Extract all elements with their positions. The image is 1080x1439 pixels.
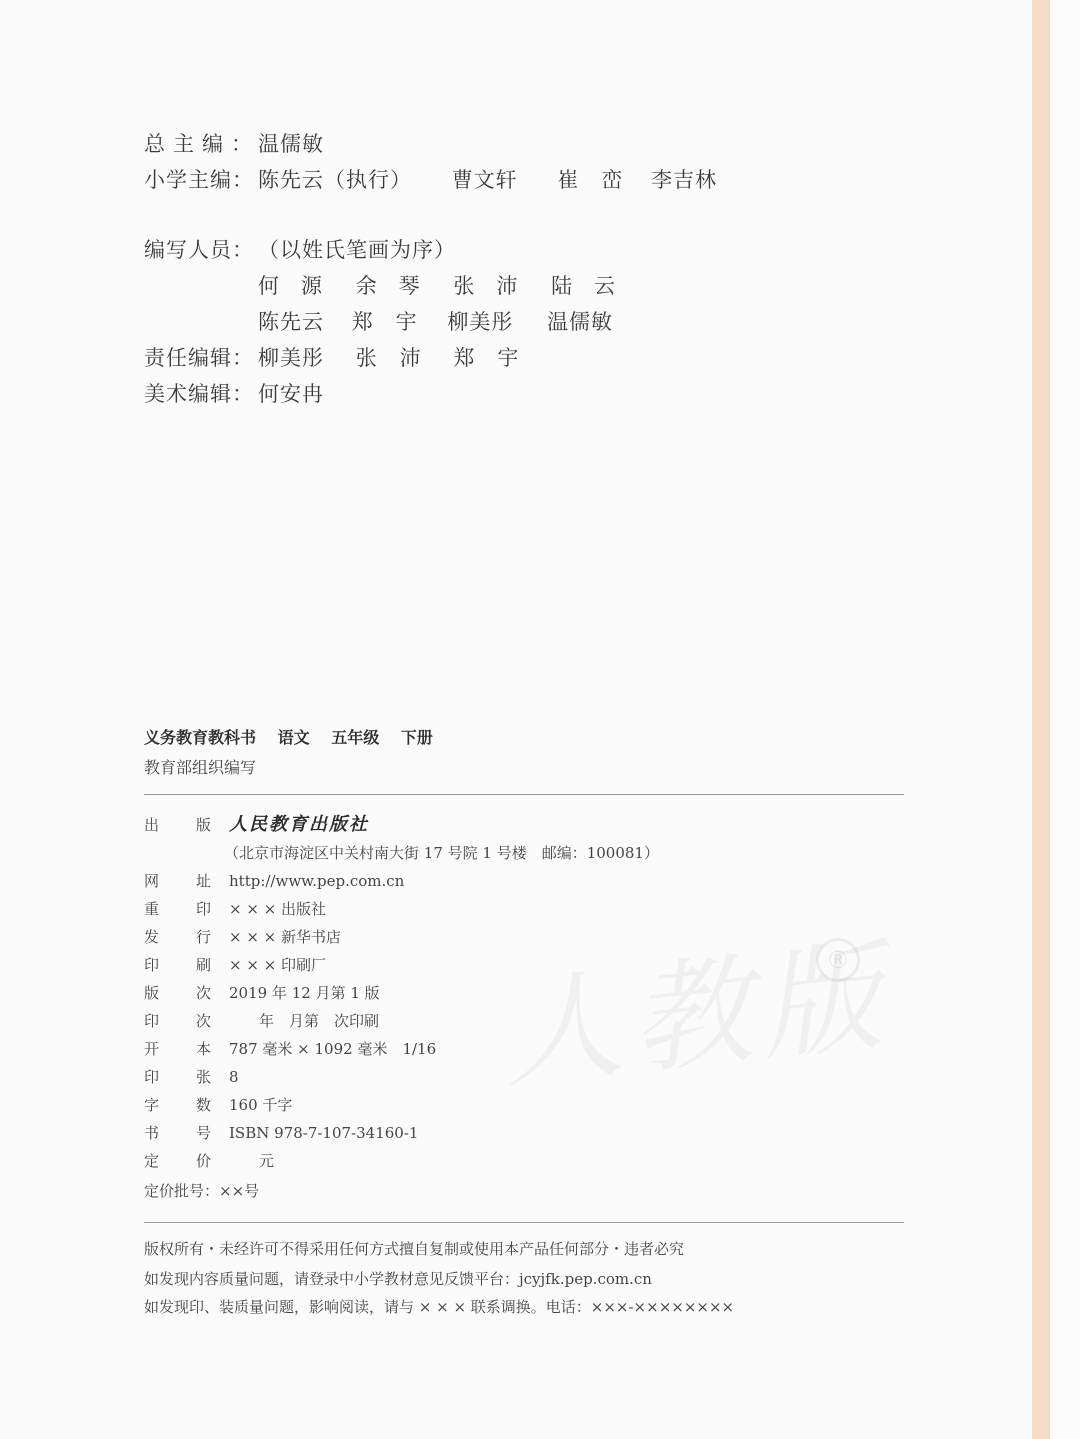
writers-note: （以姓氏笔画为序） (258, 238, 456, 262)
page-edge-margin (1050, 0, 1080, 1439)
meta-label-char: 定 (144, 1152, 160, 1170)
writer-name: 陈先云 (258, 310, 324, 334)
book-series: 义务教育教科书 (144, 728, 257, 747)
writer-name: 柳美彤 (447, 310, 514, 334)
meta-label-char: 字 (144, 1096, 160, 1114)
book-title (144, 726, 449, 750)
book-volume: 下册 (400, 728, 433, 747)
editor-name: 曹文轩 (451, 168, 518, 192)
meta-label-char: 印 (144, 1012, 160, 1030)
editor-name: 柳美彤 (258, 346, 324, 370)
meta-value: 8 (229, 1068, 239, 1086)
price: 元 (229, 1152, 275, 1170)
writer-name: 张沛 (453, 274, 540, 298)
editor-name: 崔 峦 (557, 168, 624, 192)
copyright-notice: 版权所有・未经许可不得采用任何方式擅自复制或使用本产品任何部分・违者必究 (144, 1240, 685, 1258)
meta-value: 160 千字 (229, 1096, 293, 1114)
publisher-logo: 人民教育出版社 (229, 814, 369, 835)
isbn: ISBN 978-7-107-34160-1 (229, 1124, 419, 1142)
meta-value: × × × 印刷厂 (229, 956, 327, 974)
book-grade: 五年级 (331, 728, 380, 747)
book-subject: 语文 (277, 728, 310, 747)
meta-label-char: 开 (144, 1040, 160, 1058)
writer-name: 何源 (258, 274, 344, 298)
registered-mark: ® (816, 938, 860, 982)
art-editor-name: 何安冉 (258, 382, 324, 406)
book-organizer: 教育部组织编写 (144, 758, 257, 777)
responsible-editors-label: 责任编辑： (144, 346, 254, 370)
primary-editor-names (258, 162, 737, 198)
meta-label-char: 发 (144, 928, 160, 946)
meta-label-char: 本 (196, 1040, 212, 1058)
writer-name: 余琴 (355, 274, 442, 298)
feedback-notice: 如发现内容质量问题，请登录中小学教材意见反馈平台：jcyjfk.pep.com.cn (144, 1270, 652, 1288)
meta-label-char: 刷 (196, 956, 212, 974)
meta-label-char: 印 (144, 1068, 160, 1086)
meta-value: × × × 新华书店 (229, 928, 342, 946)
meta-value: 年 月第 次印刷 (229, 1012, 380, 1030)
editor-name: 郑 宇 (453, 346, 520, 370)
publisher-watermark (492, 900, 898, 1112)
website-url: http://www.pep.com.cn (229, 872, 405, 890)
meta-label-char: 版 (196, 816, 212, 834)
meta-label-char: 重 (144, 900, 160, 918)
writers-label: 编写人员： (144, 238, 254, 262)
meta-label-char: 号 (196, 1124, 212, 1142)
meta-label-char: 价 (196, 1152, 212, 1170)
meta-label-char: 次 (196, 1012, 212, 1030)
editor-name: 陈先云（执行） (258, 168, 412, 192)
page-edge-strip (1032, 0, 1050, 1439)
meta-label-char: 网 (144, 872, 160, 890)
meta-value: 2019 年 12 月第 1 版 (229, 984, 380, 1002)
meta-label-char: 址 (196, 872, 212, 890)
primary-editor-label: 小学主编： (144, 168, 254, 192)
meta-label-char: 出 (144, 816, 160, 834)
meta-value: × × × 出版社 (229, 900, 327, 918)
meta-label-char: 印 (196, 900, 212, 918)
meta-label-char: 次 (196, 984, 212, 1002)
price-approval-number: 定价批号：××号 (144, 1182, 260, 1200)
chief-editor-label: 总主编： (144, 132, 260, 156)
divider-top (144, 794, 904, 795)
meta-label-char: 印 (144, 956, 160, 974)
writer-name: 温儒敏 (547, 310, 614, 334)
print-quality-notice: 如发现印、装质量问题，影响阅读，请与 × × × 联系调换。电话：×××-×××××××× (144, 1298, 735, 1316)
art-editor-label: 美术编辑： (144, 382, 254, 406)
chief-editor-name: 温儒敏 (258, 132, 324, 156)
editor-name: 张 沛 (355, 346, 422, 370)
meta-value: 787 毫米 × 1092 毫米 1/16 (229, 1040, 437, 1058)
writer-name: 郑 宇 (351, 310, 418, 334)
meta-label-char: 行 (196, 928, 212, 946)
writer-name: 陆云 (551, 274, 638, 298)
meta-label-char: 书 (144, 1124, 160, 1142)
meta-label-char: 版 (144, 984, 160, 1002)
editor-name: 李吉林 (651, 168, 718, 192)
divider-bottom (144, 1222, 904, 1223)
meta-label-char: 数 (196, 1096, 212, 1114)
meta-label-char: 张 (196, 1068, 212, 1086)
publisher-address: （北京市海淀区中关村南大街 17 号院 1 号楼 邮编：100081） (224, 844, 659, 862)
